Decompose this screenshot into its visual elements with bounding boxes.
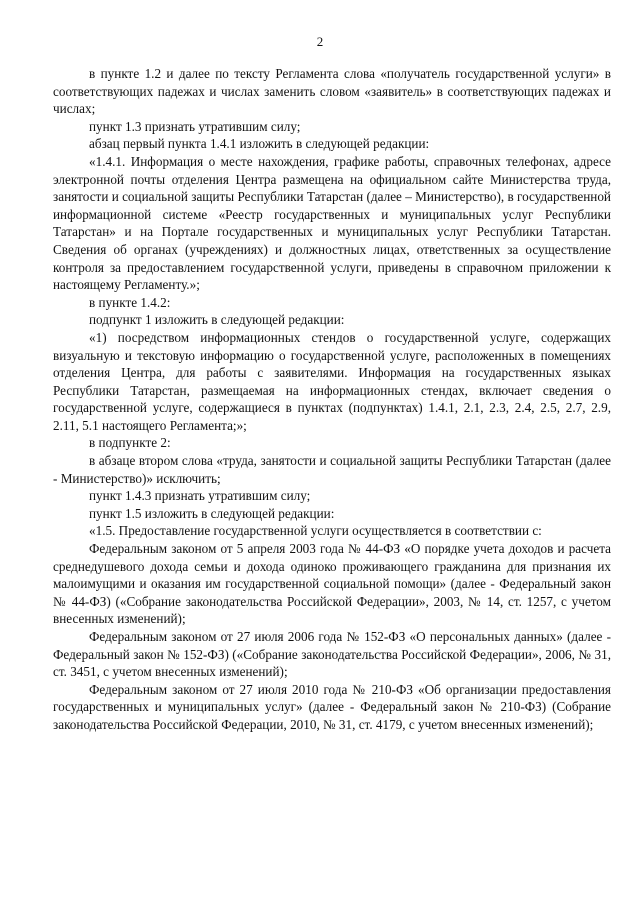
paragraph: пункт 1.5 изложить в следующей редакции: bbox=[89, 505, 335, 521]
paragraph: в пункте 1.4.2: bbox=[89, 294, 171, 310]
paragraph: «1.5. Предоставление государственной услуги осуществляется в соответствии с: bbox=[89, 523, 542, 539]
page-number: 2 bbox=[316, 34, 324, 49]
paragraph: Федеральным законом от 27 июля 2006 года № 152-ФЗ «О персональных данных» (далее - Федеральный закон № 152-ФЗ) («Собрание законодательства Российской Федерации», 2006, № 31, ст. 3451, с учетом внесенных изменений); bbox=[53, 629, 611, 680]
paragraph: в подпункте 2: bbox=[89, 435, 171, 451]
paragraph: Федеральным законом от 5 апреля 2003 года № 44-ФЗ «О порядке учета доходов и расчета среднедушевого дохода семьи и дохода одиноко проживающего гражданина для признания их малоимущими и оказания им государственной социальной помощи» (далее - Федеральный закон № 44-ФЗ) («Собрание законодательства Российской Федерации», 2003, № 14, ст. 1257, с учетом внесенных изменений); bbox=[53, 541, 611, 627]
paragraph: «1) посредством информационных стендов о государственной услуге, содержащих визуальную и текстовую информацию о государственной услуге, расположенных в помещениях отделения Центра, для работы с заявителями. Информация на государственных языках Республики Татарстан, размещаемая на информационных стендах, включает сведения о государственной услуге, содержащиеся в пунктах (подпунктах) 1.4.1, 2.1, 2.3, 2.4, 2.5, 2.7, 2.9, 2.11, 5.1 настоящего Регламента;»; bbox=[53, 329, 611, 433]
paragraph: пункт 1.3 признать утратившим силу; bbox=[89, 118, 301, 134]
paragraph: в абзаце втором слова «труда, занятости и социальной защиты Республики Татарстан (далее - Министерство)» исключить; bbox=[53, 453, 611, 486]
document-body bbox=[53, 65, 611, 734]
paragraph: Федеральным законом от 27 июля 2010 года № 210-ФЗ «Об организации предоставления государственных и муниципальных услуг» (далее - Федеральный закон № 210-ФЗ) (Собрание законодательства Российской Федерации, 2010, № 31, ст. 4179, с учетом внесенных изменений); bbox=[53, 681, 611, 732]
paragraph: в пункте 1.2 и далее по тексту Регламента слова «получатель государственной услуги» в соответствующих падежах и числах заменить словом «заявитель» в соответствующих падежах и числах; bbox=[53, 66, 611, 117]
paragraph: пункт 1.4.3 признать утратившим силу; bbox=[89, 488, 311, 504]
paragraph: подпункт 1 изложить в следующей редакции: bbox=[89, 312, 345, 328]
paragraph: «1.4.1. Информация о месте нахождения, графике работы, справочных телефонах, адресе электронной почты отделения Центра размещена на официальном сайте Министерства труда, занятости и социальной защиты Республики Татарстан (далее – Министерство), в государственной информационной системе «Реестр государственных и муниципальных услуг Республики Татарстан» и на Портале государственных и муниципальных услуг Республики Татарстан. Сведения об органах (учреждениях) и должностных лицах, ответственных за осуществление контроля за предоставлением государственной услуги, приведены в справочном приложении к настоящему Регламенту.»; bbox=[53, 153, 611, 293]
paragraph: абзац первый пункта 1.4.1 изложить в следующей редакции: bbox=[89, 136, 430, 152]
